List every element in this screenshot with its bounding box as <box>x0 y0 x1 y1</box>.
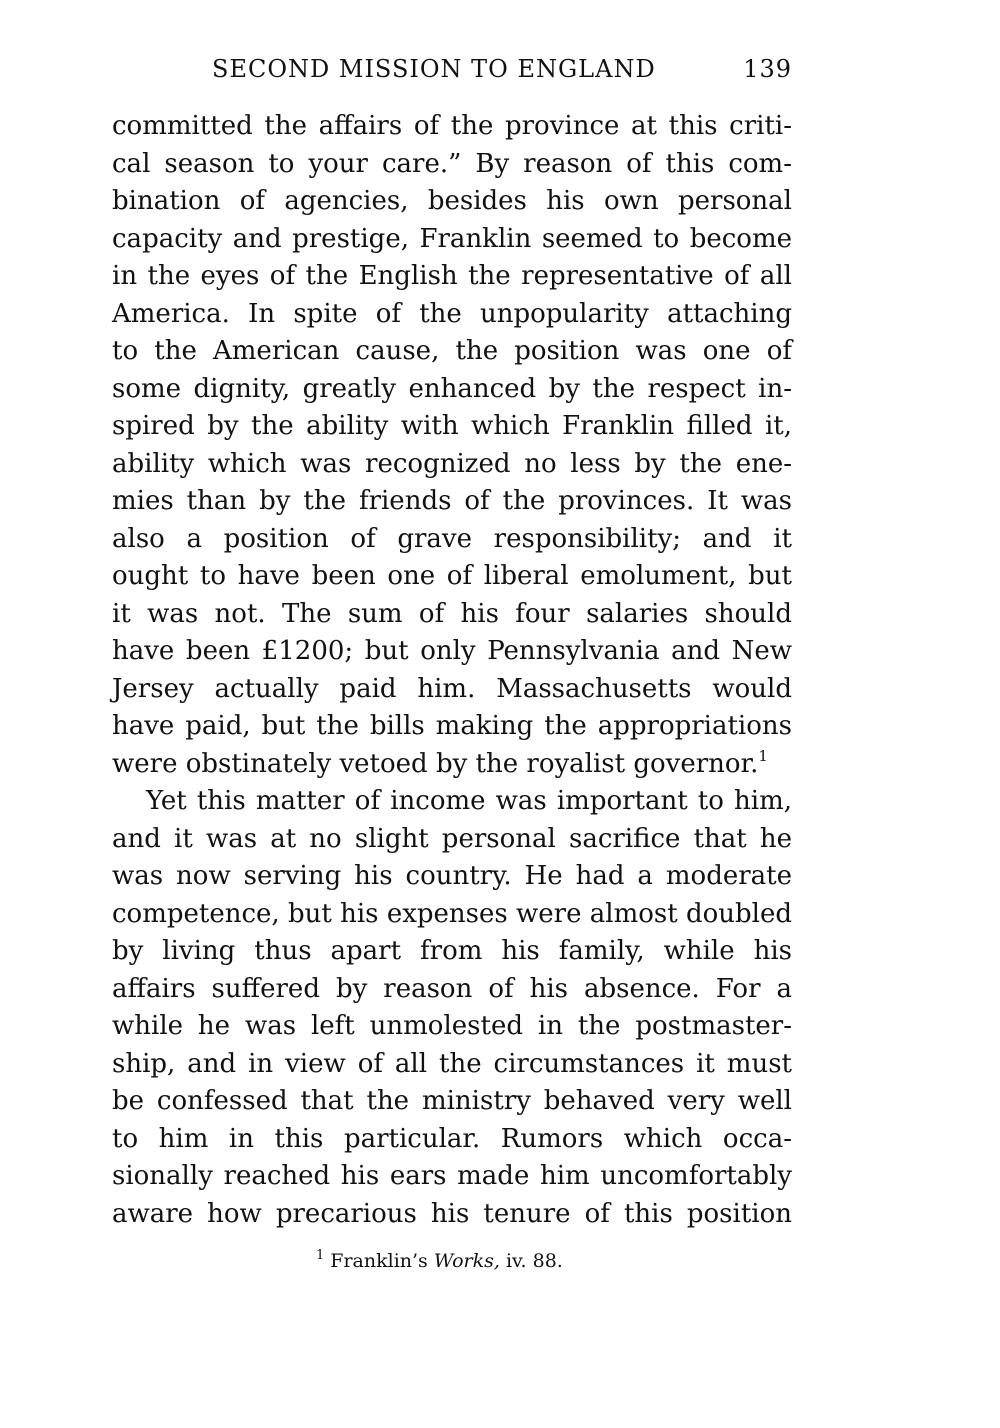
text-line: America. In spite of the unpopularity attaching <box>112 298 792 329</box>
text-line: by living thus apart from his family, while his <box>112 936 792 966</box>
text-line: sionally reached his ears made him uncomfortably <box>112 1161 792 1191</box>
text-line: while he was left unmolested in the postmaster- <box>112 1011 792 1041</box>
footnote <box>316 1250 563 1272</box>
footnote-author: Franklin’s <box>330 1250 428 1272</box>
text-line: Jersey actually paid him. Massachusetts would <box>112 673 792 704</box>
text-line: also a position of grave responsibility; and it <box>112 523 792 554</box>
page-number: 139 <box>743 55 792 83</box>
body-text <box>112 108 792 1233</box>
text-line: affairs suffered by reason of his absence. For a <box>112 973 792 1004</box>
footnote-reference: iv. 88. <box>505 1250 563 1272</box>
text-line: ability which was recognized no less by the ene- <box>112 448 792 479</box>
text-line <box>112 746 792 784</box>
text-line: ought to have been one of liberal emolument, but <box>112 561 792 591</box>
text-line: to him in this particular. Rumors which occa- <box>112 1123 792 1154</box>
text-line: competence, but his expenses were almost doubled <box>112 898 792 929</box>
running-head <box>112 55 792 87</box>
text-line: cal season to your care.” By reason of this com- <box>112 148 792 179</box>
text-line: in the eyes of the English the representative of all <box>112 261 792 291</box>
text-line: and it was at no slight personal sacrifice that he <box>112 823 792 854</box>
running-title: SECOND MISSION TO ENGLAND <box>212 55 656 83</box>
text-line: it was not. The sum of his four salaries should <box>112 598 792 629</box>
text-line: mies than by the friends of the provinces. It was <box>112 486 792 516</box>
text-line: ship, and in view of all the circumstances it must <box>112 1048 792 1079</box>
text-line: to the American cause, the position was one of <box>112 336 792 366</box>
text-line-content: were obstinately vetoed by the royalist governor. <box>112 748 759 779</box>
text-line: aware how precarious his tenure of this position <box>112 1198 792 1229</box>
text-line: committed the affairs of the province at this criti- <box>112 111 792 141</box>
text-line: capacity and prestige, Franklin seemed to become <box>112 223 792 254</box>
text-line: spired by the ability with which Franklin filled it, <box>112 411 792 441</box>
text-line: was now serving his country. He had a moderate <box>112 861 792 891</box>
text-line: have been £1200; but only Pennsylvania and New <box>112 636 792 666</box>
text-line: Yet this matter of income was important to him, <box>146 786 792 816</box>
footnote-work-title: Works, <box>433 1250 500 1272</box>
footnote-number: 1 <box>316 1248 325 1263</box>
text-line: have paid, but the bills making the appropriations <box>112 711 792 741</box>
text-line: some dignity, greatly enhanced by the respect in- <box>112 373 792 404</box>
text-line: bination of agencies, besides his own personal <box>112 186 792 216</box>
footnote-marker: 1 <box>758 746 768 765</box>
text-line: be confessed that the ministry behaved very well <box>112 1086 792 1116</box>
